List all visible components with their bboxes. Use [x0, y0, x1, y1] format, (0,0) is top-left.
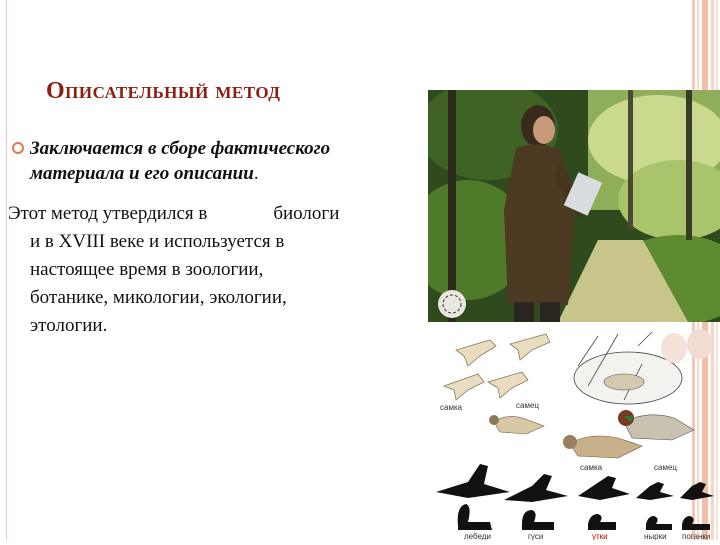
label-female-2: самка: [580, 463, 603, 472]
paragraph-line-3: настоящее время в зоологии,: [30, 259, 264, 280]
bullet-tail: .: [253, 163, 259, 184]
standing-duck-drawings: [489, 410, 694, 458]
label-male-1: самец: [516, 401, 539, 410]
slide-title: Описательный метод: [46, 78, 281, 104]
paragraph-line-4: ботанике, микологии, экологии,: [30, 287, 287, 308]
label-female-1: самка: [440, 403, 463, 412]
egg-2: [687, 329, 713, 359]
bird-drawings: [428, 326, 720, 540]
label-grebes: поганки: [682, 532, 711, 540]
researcher-in-forest-photo: [428, 90, 720, 322]
description-paragraph: [8, 200, 422, 340]
label-swans: лебеди: [464, 532, 491, 540]
label-geese: гуси: [528, 532, 544, 540]
bullet-text: [30, 136, 418, 186]
paragraph-line-1: [8, 200, 422, 228]
label-divers: нырки: [644, 532, 667, 540]
bullet-circle-icon: [12, 142, 24, 154]
slide-left-frame-line: [0, 0, 7, 540]
bullet-item: [8, 136, 418, 186]
paragraph-line-5: этологии.: [30, 315, 108, 336]
waterfowl-silhouettes: [436, 464, 714, 530]
paragraph-line-1-start: Этот метод утвердился в: [8, 203, 208, 224]
bird-illustration: [428, 326, 720, 540]
flying-duck-drawings: [444, 334, 550, 400]
paragraph-line-1-end: биологи: [273, 203, 340, 224]
bullet-bold-text: Заключается в сборе фактического материала и его описании: [30, 138, 331, 184]
forest-photo-graphic: [428, 90, 720, 322]
label-male-2: самец: [654, 463, 677, 472]
label-ducks: утки: [592, 532, 608, 540]
paragraph-line-2: и в XVIII веке и используется в: [30, 231, 285, 252]
egg-1: [661, 333, 687, 363]
